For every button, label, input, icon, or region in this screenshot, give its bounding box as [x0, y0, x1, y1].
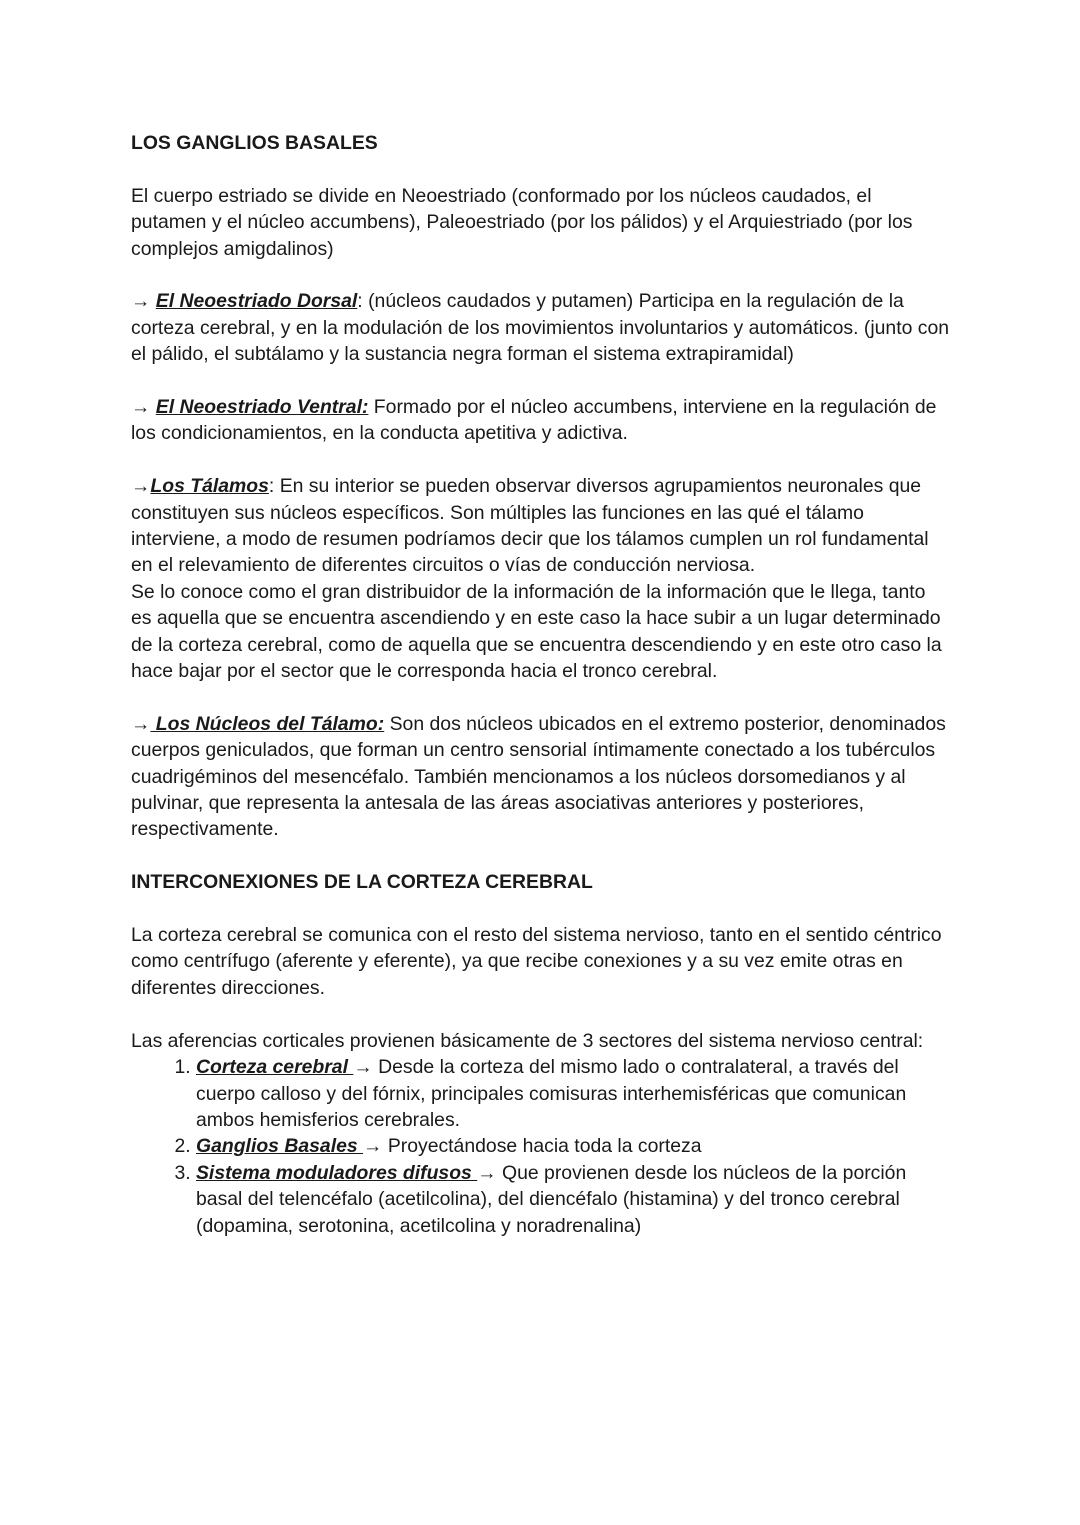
spacer — [131, 368, 951, 394]
term-nucleos-talamo: Los Núcleos del Tálamo: — [150, 712, 385, 735]
list-text: → Proyectándose hacia toda la corteza — [363, 1135, 702, 1158]
intro-paragraph: El cuerpo estriado se divide en Neoestriado (conformado por los núcleos caudados, el putamen y el núcleo accumbens), Paleoestriado (por los pálidos) y el Arquiestriado (por los complejos amigdalinos) — [131, 184, 913, 260]
afferents-paragraph: Las aferencias corticales provienen básicamente de 3 sectores del sistema nervioso central: — [131, 1029, 924, 1052]
document-page — [131, 130, 951, 1239]
heading-interconexiones: INTERCONEXIONES DE LA CORTEZA CEREBRAL — [131, 871, 593, 894]
spacer — [131, 447, 951, 473]
spacer — [131, 896, 951, 922]
list-item — [196, 1054, 951, 1133]
term-suffix: : — [357, 290, 363, 313]
list-item — [196, 1133, 951, 1159]
arrow-icon: → — [131, 396, 156, 419]
section-text: Formado por el núcleo accumbens, interviene en la regulación de los condicionamientos, en la conducta apetitiva y adictiva. — [131, 396, 937, 445]
section-text: : En su interior se pueden observar diversos agrupamientos neuronales que constituyen sus núcleos específicos. Son múltiples las funciones en las qué el tálamo interviene, a modo de resumen podríamos decir que los tálamos cumplen un rol fundamental en el relevamiento de diferentes circuitos o vías de conducción nerviosa. — [131, 475, 929, 577]
list-term: Corteza cerebral — [196, 1056, 354, 1079]
heading-ganglios-basales: LOS GANGLIOS BASALES — [131, 132, 378, 154]
term-talamos: Los Tálamos — [150, 475, 269, 498]
list-term: Ganglios Basales — [196, 1135, 364, 1158]
section-text: (núcleos caudados y putamen) Participa en la regulación de la corteza cerebral, y en la modulación de los movimientos involuntarios y automáticos. (junto con el pálido, el subtálamo y la sustancia negra forman el sistema extrapiramidal) — [131, 290, 950, 366]
list-text: → Desde la corteza del mismo lado o contralateral, a través del cuerpo calloso y del fórnix, principales comisuras interhemisféricas que comunican ambos hemisferios cerebrales. — [196, 1056, 907, 1131]
spacer — [131, 262, 951, 288]
afferents-list — [131, 1054, 951, 1239]
section-neoestriado-ventral — [131, 394, 951, 447]
arrow-icon: → — [131, 290, 156, 313]
spacer — [131, 843, 951, 869]
spacer — [131, 156, 951, 182]
term-neoestriado-ventral: El Neoestriado Ventral: — [155, 396, 369, 419]
section-talamos — [131, 473, 951, 579]
cortex-paragraph: La corteza cerebral se comunica con el resto del sistema nervioso, tanto en el sentido céntrico como centrífugo (aferente y eferente), ya que recibe conexiones y a su vez emite otras en diferentes direcciones. — [131, 924, 942, 999]
spacer — [131, 1001, 951, 1027]
section-neoestriado-dorsal — [131, 288, 951, 367]
list-term: Sistema moduladores difusos — [196, 1161, 478, 1184]
spacer — [131, 684, 951, 710]
term-neoestriado-dorsal: El Neoestriado Dorsal — [155, 290, 358, 313]
section-nucleos-talamo — [131, 711, 951, 843]
arrow-icon: → — [131, 712, 151, 735]
arrow-icon: → — [131, 475, 151, 498]
section-text: Son dos núcleos ubicados en el extremo posterior, denominados cuerpos geniculados, que forman un centro sensorial íntimamente conectado a los tubérculos cuadrigéminos del mesencéfalo. También mencionamos a los núcleos dorsomedianos y al pulvinar, que representa la antesala de las áreas asociativas anteriores y posteriores, respectivamente. — [131, 712, 946, 841]
list-item — [196, 1160, 951, 1239]
section-talamos-continued: Se lo conoce como el gran distribuidor de la información de la información que le llega, tanto es aquella que se encuentra ascendiendo y en este caso la hace subir a un lugar determinado de la corteza cerebral, como de aquella que se encuentra descendiendo y en este otro caso la hace bajar por el sector que le corresponda hacia el tronco cerebral. — [131, 580, 942, 683]
list-text: → Que provienen desde los núcleos de la porción basal del telencéfalo (acetilcolina), del diencéfalo (histamina) y del tronco cerebral (dopamina, serotonina, acetilcolina y noradrenalina) — [196, 1161, 907, 1237]
